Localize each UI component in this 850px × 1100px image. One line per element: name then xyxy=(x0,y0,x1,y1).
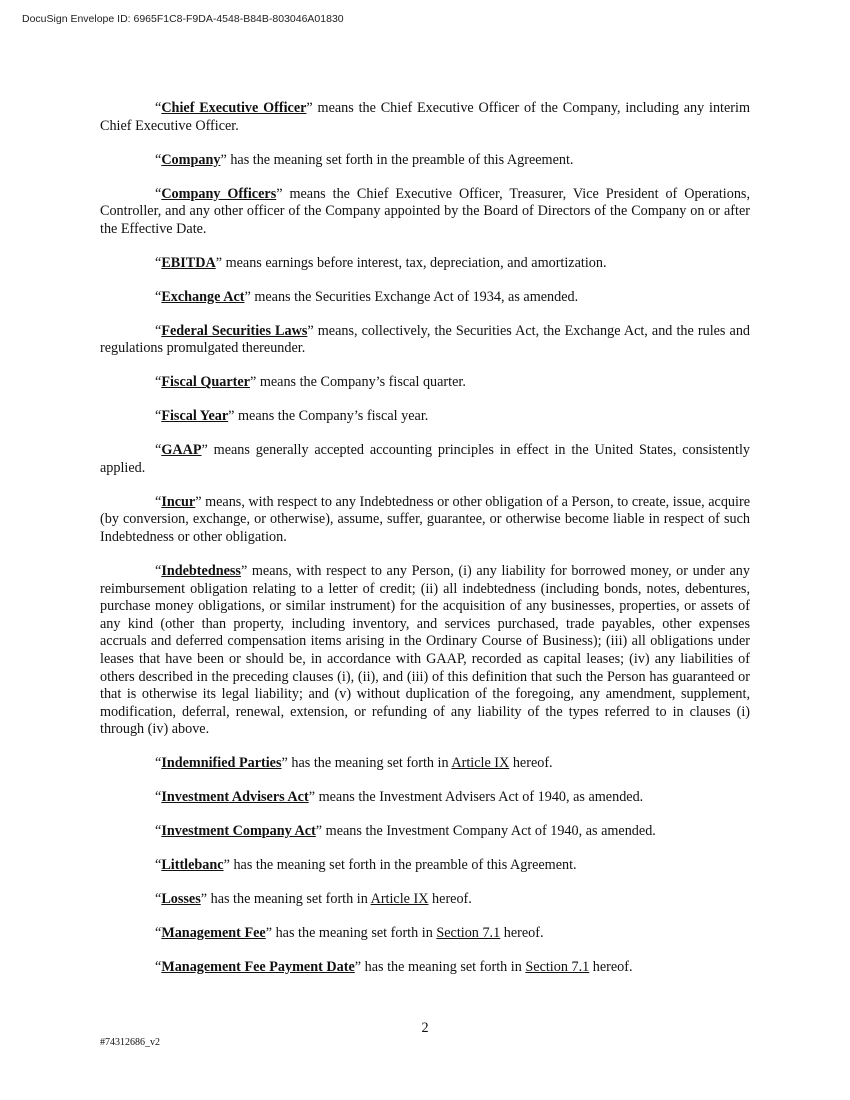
document-id: #74312686_v2 xyxy=(100,1037,160,1048)
cross-reference: Article IX xyxy=(451,755,510,772)
definitions-body xyxy=(100,100,750,993)
defined-term: Federal Securities Laws xyxy=(161,322,308,339)
definition-chief-executive-officer: “Chief Executive Officer” means the Chief Executive Officer of the Company, including any interim Chief Executive Officer. xyxy=(100,100,750,134)
definition-company-officers: “Company Officers” means the Chief Executive Officer, Treasurer, Vice President of Operations, Controller, and any other officer of the Company appointed by the Board of Directors of the Company on or after the Effective Date. xyxy=(100,185,751,237)
definition-ebitda: “EBITDA” means earnings before interest, tax, depreciation, and amortization. xyxy=(155,254,607,271)
defined-term: Chief Executive Officer xyxy=(161,100,307,116)
defined-term: Company xyxy=(161,151,221,168)
definition-text: means the Company’s fiscal year. xyxy=(234,408,429,425)
cross-reference: Article IX xyxy=(370,891,429,908)
definition-text: has the meaning set forth in xyxy=(272,925,437,942)
defined-term: Company Officers xyxy=(161,185,277,202)
cross-reference: Section 7.1 xyxy=(436,925,501,942)
docusign-envelope-id: DocuSign Envelope ID: 6965F1C8-F9DA-4548-B84B-803046A01830 xyxy=(22,13,344,25)
page-number: 2 xyxy=(421,1020,429,1036)
definition-text-after: hereof. xyxy=(589,959,633,976)
definition-fiscal-year: “Fiscal Year” means the Company’s fiscal year. xyxy=(155,408,429,425)
defined-term: Investment Company Act xyxy=(161,823,316,840)
defined-term: Management Fee Payment Date xyxy=(161,959,355,976)
definition-text: means generally accepted accounting principles in effect in the United States, consistently applied. xyxy=(100,442,750,476)
definition-text: means, with respect to any Person, (i) any liability for borrowed money, or under any reimbursement obligation relating to a letter of credit; (ii) all indebtedness (including bonds, notes, debentures, purchase money obligations, or similar instrument) for the acquisition of any businesses, properties, or assets of any kind (other than property, including inventory, and services purchased, trade payables, other expenses accruals and deferred compensation items arising in the Ordinary Course of Business); (iii) all obligations under leases that have been or should be, in accordance with GAAP, recorded as capital leases; (iv) any liabilities of others described in the preceding clauses (i), (ii), and (iii) of this definition that such the Person has guaranteed or that is otherwise its legal liability; and (v) without duplication of the foregoing, any amendment, supplement, modification, deferral, renewal, extension, or refunding of any liability of the types referred to in clauses (i) through (iv) above. xyxy=(100,563,750,738)
defined-term: Indebtedness xyxy=(161,563,241,579)
definition-fiscal-quarter: “Fiscal Quarter” means the Company’s fiscal quarter. xyxy=(155,374,466,391)
defined-term: Incur xyxy=(161,493,196,510)
definition-text: has the meaning set forth in xyxy=(287,755,452,772)
definition-text: means the Investment Company Act of 1940, as amended. xyxy=(322,823,656,840)
definition-indemnified-parties: “Indemnified Parties” has the meaning set forth in Article IX hereof. xyxy=(155,755,553,772)
defined-term: Investment Advisers Act xyxy=(161,789,309,806)
defined-term: Fiscal Year xyxy=(161,408,229,425)
definition-investment-company-act: “Investment Company Act” means the Investment Company Act of 1940, as amended. xyxy=(155,823,656,840)
definition-text: means, with respect to any Indebtedness or other obligation of a Person, to create, issue, acquire (by conversion, exchange, or otherwise), assume, suffer, guarantee, or otherwise become liable in respect of such Indebtedness or other obligation. xyxy=(100,493,750,546)
definition-management-fee: “Management Fee” has the meaning set forth in Section 7.1 hereof. xyxy=(155,925,544,942)
definition-text: has the meaning set forth in xyxy=(361,959,526,976)
definition-investment-advisers-act: “Investment Advisers Act” means the Investment Advisers Act of 1940, as amended. xyxy=(155,789,644,806)
defined-term: EBITDA xyxy=(161,254,216,271)
definition-text: means the Company’s fiscal quarter. xyxy=(256,374,466,391)
defined-term: Exchange Act xyxy=(161,288,245,305)
definition-littlebanc: “Littlebanc” has the meaning set forth in the preamble of this Agreement. xyxy=(155,857,577,874)
definition-text: has the meaning set forth in the preamble of this Agreement. xyxy=(226,151,574,168)
definition-gaap: “GAAP” means generally accepted accounting principles in effect in the United States, consistently applied. xyxy=(100,442,750,476)
definition-text: has the meaning set forth in the preamble of this Agreement. xyxy=(229,857,577,874)
definition-text: means the Chief Executive Officer of the Company, including any interim Chief Executive Officer. xyxy=(100,100,750,134)
definition-text: means, collectively, the Securities Act, the Exchange Act, and the rules and regulations promulgated thereunder. xyxy=(100,322,751,357)
defined-term: Losses xyxy=(161,891,201,908)
definition-indebtedness: “Indebtedness” means, with respect to any Person, (i) any liability for borrowed money, or under any reimbursement obligation relating to a letter of credit; (ii) all indebtedness (including bonds, notes, debentures, purchase money obligations, or similar instrument) for the acquisition of any businesses, properties, or assets of any kind (other than property, including inventory, and services purchased, trade payables, other expenses accruals and deferred compensation items arising in the Ordinary Course of Business); (iii) all obligations under leases that have been or should be, in accordance with GAAP, recorded as capital leases; (iv) any liabilities of others described in the preceding clauses (i), (ii), and (iii) of this definition that such the Person has guaranteed or that is otherwise its legal liability; and (v) without duplication of the foregoing, any amendment, supplement, modification, deferral, renewal, extension, or refunding of any liability of the types referred to in clauses (i) through (iv) above. xyxy=(100,563,750,738)
definition-text-after: hereof. xyxy=(500,925,544,942)
definition-text-after: hereof. xyxy=(428,891,472,908)
defined-term: Management Fee xyxy=(161,925,266,942)
definition-text-after: hereof. xyxy=(509,755,553,772)
defined-term: Indemnified Parties xyxy=(161,755,282,772)
definition-text: means the Investment Advisers Act of 1940, as amended. xyxy=(315,789,644,806)
definition-management-fee-payment-date: “Management Fee Payment Date” has the meaning set forth in Section 7.1 hereof. xyxy=(155,959,633,976)
defined-term: GAAP xyxy=(161,442,202,459)
definition-losses: “Losses” has the meaning set forth in Article IX hereof. xyxy=(155,891,472,908)
definition-text: means the Securities Exchange Act of 1934, as amended. xyxy=(250,288,579,305)
cross-reference: Section 7.1 xyxy=(525,959,590,976)
defined-term: Littlebanc xyxy=(161,857,224,874)
definition-text: means earnings before interest, tax, depreciation, and amortization. xyxy=(222,254,607,271)
definition-exchange-act: “Exchange Act” means the Securities Exchange Act of 1934, as amended. xyxy=(155,288,579,305)
definition-company: “Company” has the meaning set forth in the preamble of this Agreement. xyxy=(155,151,574,168)
definition-incur: “Incur” means, with respect to any Indebtedness or other obligation of a Person, to create, issue, acquire (by conversion, exchange, or otherwise), assume, suffer, guarantee, or otherwise become liable in respect of such Indebtedness or other obligation. xyxy=(100,493,750,546)
definition-text: has the meaning set forth in xyxy=(207,891,371,908)
defined-term: Fiscal Quarter xyxy=(161,374,250,391)
definition-text: means the Chief Executive Officer, Treasurer, Vice President of Operations, Controller, and any other officer of the Company appointed by the Board of Directors of the Company on or after the Effective Date. xyxy=(100,185,751,237)
definition-federal-securities-laws: “Federal Securities Laws” means, collectively, the Securities Act, the Exchange Act, and the rules and regulations promulgated thereunder. xyxy=(100,322,751,357)
